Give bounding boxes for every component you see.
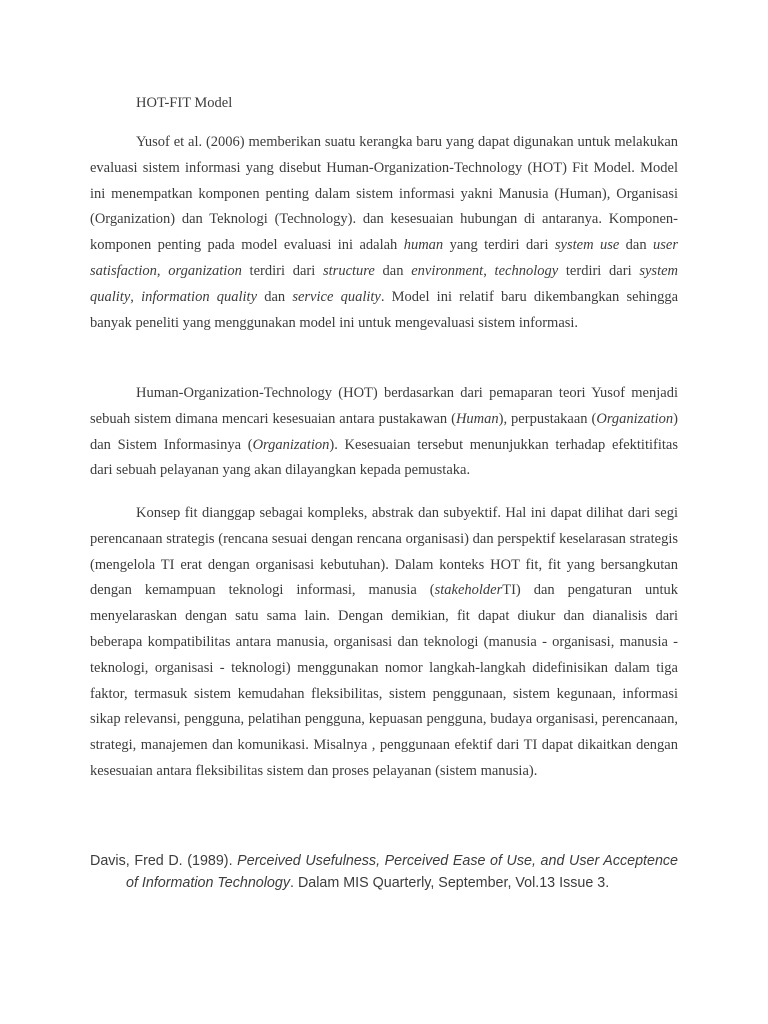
text-run: . Model ini relatif baru dikembangkan sehingga banyak peneliti yang menggunakan model ini untuk mengevaluasi sistem informasi. <box>90 288 679 331</box>
italic-term: technology <box>494 262 559 279</box>
text-run: Human-Organization-Technology (HOT) berdasarkan dari pemaparan teori Yusof menjadi sebuah sistem dimana mencari kesesuaian antara pustakawan ( <box>90 385 678 427</box>
text-run: dan <box>374 262 412 279</box>
body-paragraph <box>90 381 678 484</box>
text-run: , <box>483 262 495 279</box>
text-run: ). Kesesuaian tersebut menunjukkan terhadap efektitifitas dari sebuah pelayanan yang akan dilayangkan kepada pemustaka. <box>90 436 678 479</box>
italic-term: user satisfaction <box>90 237 678 279</box>
italic-term: information quality <box>141 288 258 305</box>
italic-term: human <box>403 237 444 254</box>
text-run: terdiri dari <box>241 262 323 279</box>
text-run: ), perpustakaan ( <box>498 410 597 427</box>
reference-entry <box>90 850 678 894</box>
section-heading: HOT-FIT Model <box>136 95 233 111</box>
paragraph-text <box>90 130 678 336</box>
text-run: terdiri dari <box>558 262 640 279</box>
text-run: dan <box>257 288 293 305</box>
italic-term: service quality <box>292 288 381 305</box>
text-run: , <box>156 262 169 279</box>
italic-term: stakeholder <box>434 582 503 599</box>
italic-term: Organization <box>252 436 330 453</box>
body-paragraph <box>90 130 678 336</box>
paragraph-text <box>90 381 678 484</box>
text-run: Yusof et al. (2006) memberikan suatu kerangka baru yang dapat digunakan untuk melakukan evaluasi sistem informasi yang disebut Human-Organization-Technology (HOT) Fit Model. Model ini menempatkan komponen penting dalam sistem informasi yakni Manusia (Human), Organisasi (Organization) dan Teknologi (Technology). dan kesesuaian hubungan di antaranya. Komponen-komponen penting pada model evaluasi ini adalah <box>90 134 678 254</box>
body-paragraph <box>90 501 678 785</box>
text-run: Konsep fit dianggap sebagai kompleks, abstrak dan subyektif. Hal ini dapat dilihat dari segi perencanaan strategis (rencana sesuai dengan rencana organisasi) dan perspektif keselarasan strategis (mengelola TI erat dengan organisasi kebutuhan). Dalam konteks HOT fit, fit yang bersangkutan dengan kemampuan teknologi informasi, manusia ( <box>90 505 678 599</box>
text-run: ) dan Sistem Informasinya ( <box>90 410 678 453</box>
text-run: Davis, Fred D. (1989). <box>90 853 238 870</box>
italic-term: Human <box>455 410 499 427</box>
text-run: dan <box>619 237 653 254</box>
text-run: yang terdiri dari <box>443 237 555 254</box>
text-run: TI) dan pengaturan untuk menyelaraskan dengan satu sama lain. Dengan demikian, fit dapat diukur dan dianalisis dari beberapa kompatibilitas antara manusia, organisasi dan teknologi (manusia - organisasi, manusia - teknologi, organisasi - teknologi) menggunakan nomor langkah-langkah didefinisikan dalam tiga faktor, termasuk sistem kemudahan fleksibilitas, sistem penggunaan, sistem kegunaan, informasi sikap relevansi, pengguna, pelatihan pengguna, kepuasan pengguna, budaya organisasi, perencanaan, strategi, manajemen dan komunikasi. Misalnya , penggunaan efektif dari TI dapat dikaitkan dengan kesesuaian antara fleksibilitas sistem dan proses pelayanan (sistem manusia). <box>90 582 678 779</box>
text-run: . Dalam MIS Quarterly, September, Vol.13 Issue 3. <box>290 875 610 892</box>
italic-term: structure <box>323 262 375 279</box>
italic-term: environment <box>411 262 484 279</box>
italic-term: system use <box>554 237 620 254</box>
italic-term: system quality <box>90 262 679 305</box>
text-run: , <box>130 288 142 305</box>
italic-term: Perceived Usefulness, Perceived Ease of Use, and User Acceptence of Information Technology <box>126 853 678 892</box>
paragraph-text <box>90 501 678 785</box>
italic-term: Organization <box>596 410 674 427</box>
italic-term: organization <box>168 262 242 279</box>
